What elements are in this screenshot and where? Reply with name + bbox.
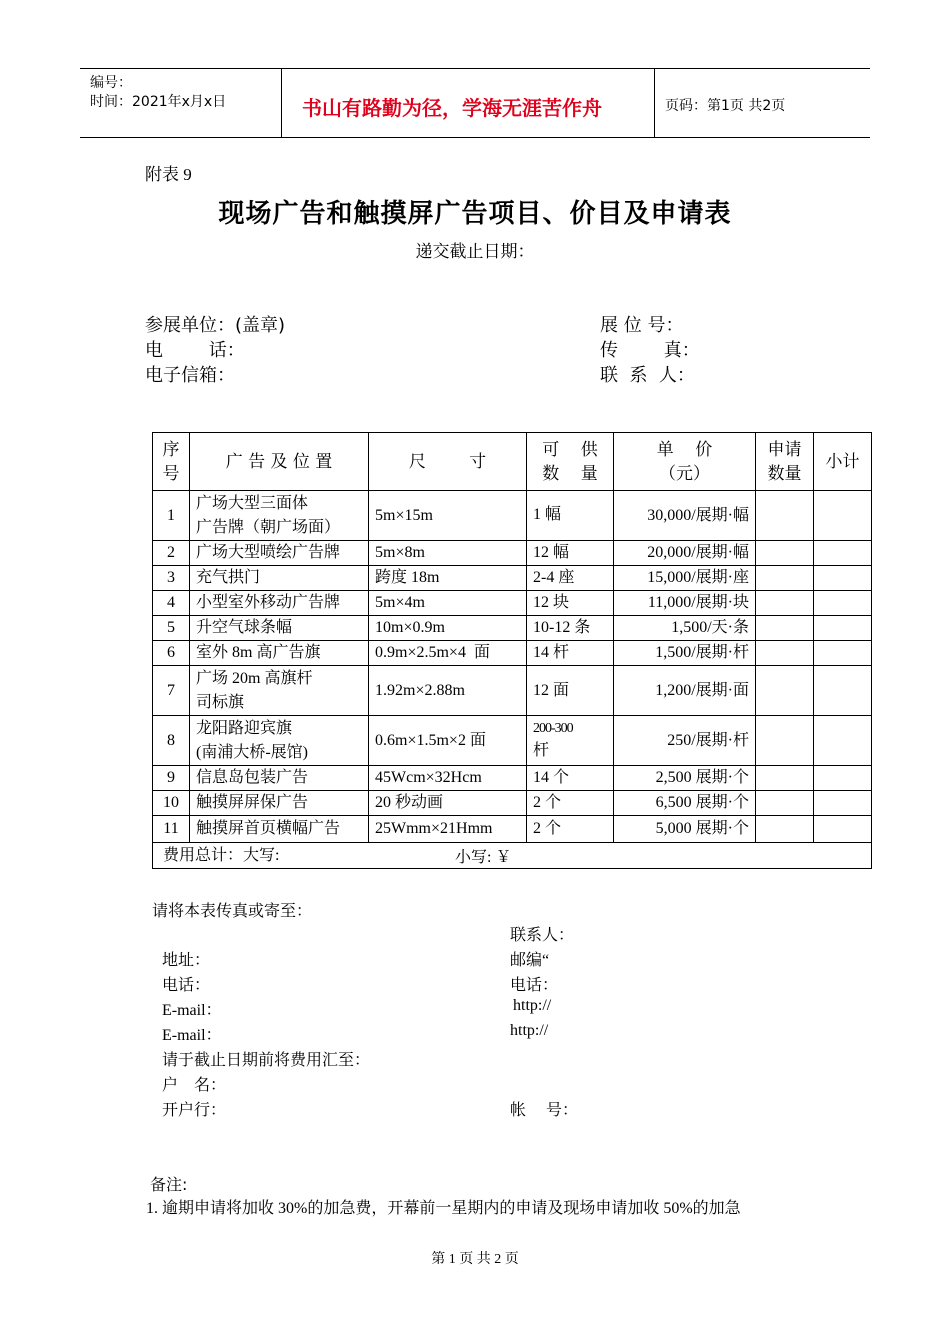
header-qty: 可 供 数 量 xyxy=(527,433,614,491)
bank-name: 开户行： xyxy=(162,1102,227,1119)
header-divider xyxy=(654,69,655,137)
subtotal-cell xyxy=(814,791,872,816)
send-http-2: http:// xyxy=(510,1022,549,1039)
subtotal-cell xyxy=(814,641,872,666)
table-row: 6 室外 8m 高广告旗 0.9m×2.5m×4 面 14 杆 1,500/展期·杆 xyxy=(153,641,872,666)
header-no: 序 号 xyxy=(153,433,190,491)
table-header-row xyxy=(153,433,872,491)
send-phone-left: 电话： xyxy=(162,977,211,994)
total-row xyxy=(153,843,872,869)
subtotal-cell xyxy=(814,716,872,766)
subtotal-cell xyxy=(814,666,872,716)
subtotal-cell xyxy=(814,541,872,566)
header-subtotal: 小计 xyxy=(814,433,872,491)
table-row: 1 广场大型三面体 广告牌（朝广场面） 5m×15m 1 幅 30,000/展期·幅 xyxy=(153,491,872,541)
time-label: 时间：2021年x月x日 xyxy=(90,94,227,110)
email-field: 电子信箱： xyxy=(145,365,235,386)
header-price: 单 价 （元） xyxy=(614,433,756,491)
notes-label: 备注: xyxy=(150,1175,188,1194)
remit-heading: 请于截止日期前将费用汇至： xyxy=(162,1050,371,1069)
page-title: 现场广告和触摸屏广告项目、价目及申请表 xyxy=(218,199,732,229)
table-row: 9 信息岛包装广告 45Wcm×32Hcm 14 个 2,500 展期·个 xyxy=(153,766,872,791)
apply-qty-cell[interactable] xyxy=(756,591,814,616)
header-size: 尺 寸 xyxy=(369,433,527,491)
apply-qty-cell[interactable] xyxy=(756,666,814,716)
apply-qty-cell[interactable] xyxy=(756,816,814,843)
account-name: 户 名： xyxy=(162,1077,227,1094)
exhibitor-field: 参展单位：(盖章) xyxy=(145,315,286,336)
table-row: 10 触摸屏屏保广告 20 秒动画 2 个 6,500 展期·个 xyxy=(153,791,872,816)
attachment-label: 附表 9 xyxy=(145,165,192,184)
total-upper-label: 费用总计：大写: xyxy=(163,846,280,864)
page-footer: 第 1 页 共 2 页 xyxy=(431,1252,519,1267)
send-email-2: E-mail： xyxy=(162,1027,222,1044)
apply-qty-cell[interactable] xyxy=(756,491,814,541)
fax-field: 传 真： xyxy=(600,340,700,361)
booth-field: 展 位 号： xyxy=(600,315,684,336)
send-email-1: E-mail： xyxy=(162,1002,222,1019)
header-divider xyxy=(281,69,282,137)
subtotal-cell xyxy=(814,566,872,591)
ad-price-table xyxy=(152,432,872,869)
total-lower-label: 小写: ￥ xyxy=(455,849,512,866)
table-row: 4 小型室外移动广告牌 5m×4m 12 块 11,000/展期·块 xyxy=(153,591,872,616)
apply-qty-cell[interactable] xyxy=(756,791,814,816)
subtotal-cell xyxy=(814,816,872,843)
phone-field: 电 话： xyxy=(145,340,245,361)
code-label: 编号： xyxy=(90,75,132,91)
apply-qty-cell[interactable] xyxy=(756,641,814,666)
contact-field: 联 系 人： xyxy=(600,365,695,386)
table-row: 5 升空气球条幅 10m×0.9m 10-12 条 1,500/天·条 xyxy=(153,616,872,641)
apply-qty-cell[interactable] xyxy=(756,616,814,641)
page-info: 页码：第1页 共2页 xyxy=(665,98,786,114)
deadline-label: 递交截止日期： xyxy=(415,242,535,262)
send-http-1: http:// xyxy=(513,997,552,1014)
notes-item-1: 1. 逾期申请将加收 30%的加急费，开幕前一星期内的申请及现场申请加收 50%的加急 xyxy=(146,1200,741,1217)
header-item: 广 告 及 位 置 xyxy=(190,433,369,491)
send-phone-right: 电话： xyxy=(510,977,559,994)
table-row: 8 龙阳路迎宾旗 (南浦大桥-展馆) 0.6m×1.5m×2 面 200-300 杆 250/展期·杆 xyxy=(153,716,872,766)
subtotal-cell xyxy=(814,766,872,791)
subtotal-cell xyxy=(814,591,872,616)
apply-qty-cell[interactable] xyxy=(756,541,814,566)
send-heading: 请将本表传真或寄至： xyxy=(152,901,313,920)
header-apply-qty: 申请 数量 xyxy=(756,433,814,491)
apply-qty-cell[interactable] xyxy=(756,766,814,791)
apply-qty-cell[interactable] xyxy=(756,566,814,591)
account-number: 帐 号： xyxy=(510,1102,579,1119)
send-postcode: 邮编“ xyxy=(510,952,550,969)
motto: 书山有路勤为径，学海无涯苦作舟 xyxy=(302,96,602,120)
apply-qty-cell[interactable] xyxy=(756,716,814,766)
send-contact: 联系人： xyxy=(510,927,575,944)
subtotal-cell xyxy=(814,491,872,541)
subtotal-cell xyxy=(814,616,872,641)
table-row: 11 触摸屏首页横幅广告 25Wmm×21Hmm 2 个 5,000 展期·个 xyxy=(153,816,872,843)
table-row: 2 广场大型喷绘广告牌 5m×8m 12 幅 20,000/展期·幅 xyxy=(153,541,872,566)
table-row: 3 充气拱门 跨度 18m 2-4 座 15,000/展期·座 xyxy=(153,566,872,591)
table-row: 7 广场 20m 高旗杆 司标旗 1.92m×2.88m 12 面 1,200/展期·面 xyxy=(153,666,872,716)
send-address: 地址： xyxy=(162,952,211,969)
